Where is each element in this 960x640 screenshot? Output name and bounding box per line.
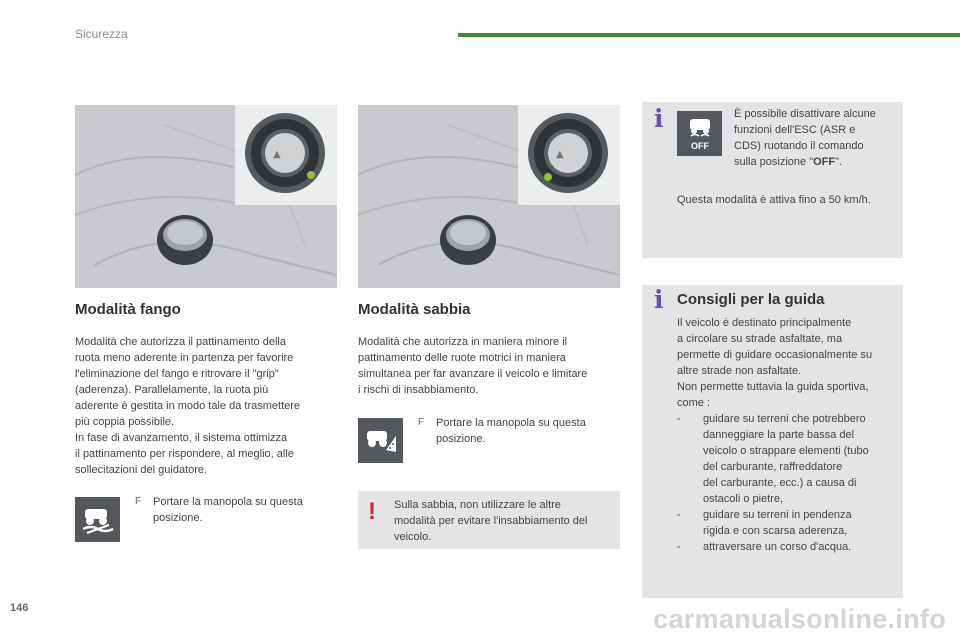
sand-warning-box [358,491,620,549]
mud-mode-instruction: F Portare la manopola su questa posizione. [135,496,303,524]
esc-info-box [642,102,903,258]
speed-limit-note: Questa modalità è attiva fino a 50 km/h. [677,194,871,206]
section-title: Sicurezza [75,27,128,41]
sand-warning-text: Sulla sabbia, non utilizzare le altre modalità per evitare l'insabbiamento del veicolo. [394,499,588,543]
list-item: - guidare su terreni in pendenza rigida e con scarsa aderenza, [677,509,852,537]
mud-mode-title: Modalità fango [75,301,181,318]
advice-title: Consigli per la guida [677,291,825,308]
list-item: - guidare su terreni che potrebbero danneggiare la parte bassa del veicolo o strappare elementi (tubo del carburante, raffreddatore del carburante, ecc.) a causa di ostacoli o pietre, [677,413,869,505]
driving-advice-box [642,285,903,598]
advice-text: Il veicolo è destinato principalmente a circolare su strade asfaltate, ma permette di guidare occasionalmente su altre strade non asfaltate. Non permette tuttavia la guida sportiva, come : - guidare su terreni che potrebbero danneggiare la parte bassa del veicolo o strappare elementi (tubo del carburante, raffreddatore del carburante, ecc.) a causa di ostacoli o pietre, - guidare su terreni in pendenza rigida e con scarsa aderenza, - attraversare un corso d'acqua. [677,315,899,555]
mud-mode-dial-photo [75,105,337,288]
header-accent-bar [458,33,960,37]
svg-text:▲: ▲ [273,149,281,160]
sand-mode-description: Modalità che autorizza in maniera minore il pattinamento delle ruote motrici in maniera simultanea per far avanzare il veicolo e limitare i rischi di insabbiamento. [358,336,588,396]
sand-mode-title: Modalità sabbia [358,301,471,318]
advice-list [677,411,899,555]
page-number: 146 [10,602,29,614]
svg-text:OFF: OFF [690,140,709,151]
sand-mode-dial-photo [358,105,620,288]
sand-mode-instruction: F Portare la manopola su questa posizione. [418,417,586,445]
sand-mode-icon [358,418,403,463]
svg-text:▲: ▲ [556,149,564,160]
esc-off-icon [677,111,722,156]
mud-mode-description: Modalità che autorizza il pattinamento della ruota meno aderente in partenza per favorire l'eliminazione del fango e ritrovare il "grip" (aderenza). Parallelamente, la ruota più aderente è gestita in modo tale da trasmettere più coppia possibile. In fase di avanzamento, il sistema ottimizza il pattinamento per rispondere, al meglio, alle sollecitazioni del guidatore. [75,336,301,476]
mud-mode-icon [75,497,120,542]
info-icon: i [654,104,664,133]
list-item: - attraversare un corso d'acqua. [677,541,852,553]
esc-info-text: È possibile disattivare alcune funzioni dell'ESC (ASR e CDS) ruotando il comando sulla posizione "OFF". [734,108,876,168]
warning-icon: ! [368,498,376,525]
watermark: carmanualsonline.info [653,604,946,634]
info-icon: i [654,285,664,314]
